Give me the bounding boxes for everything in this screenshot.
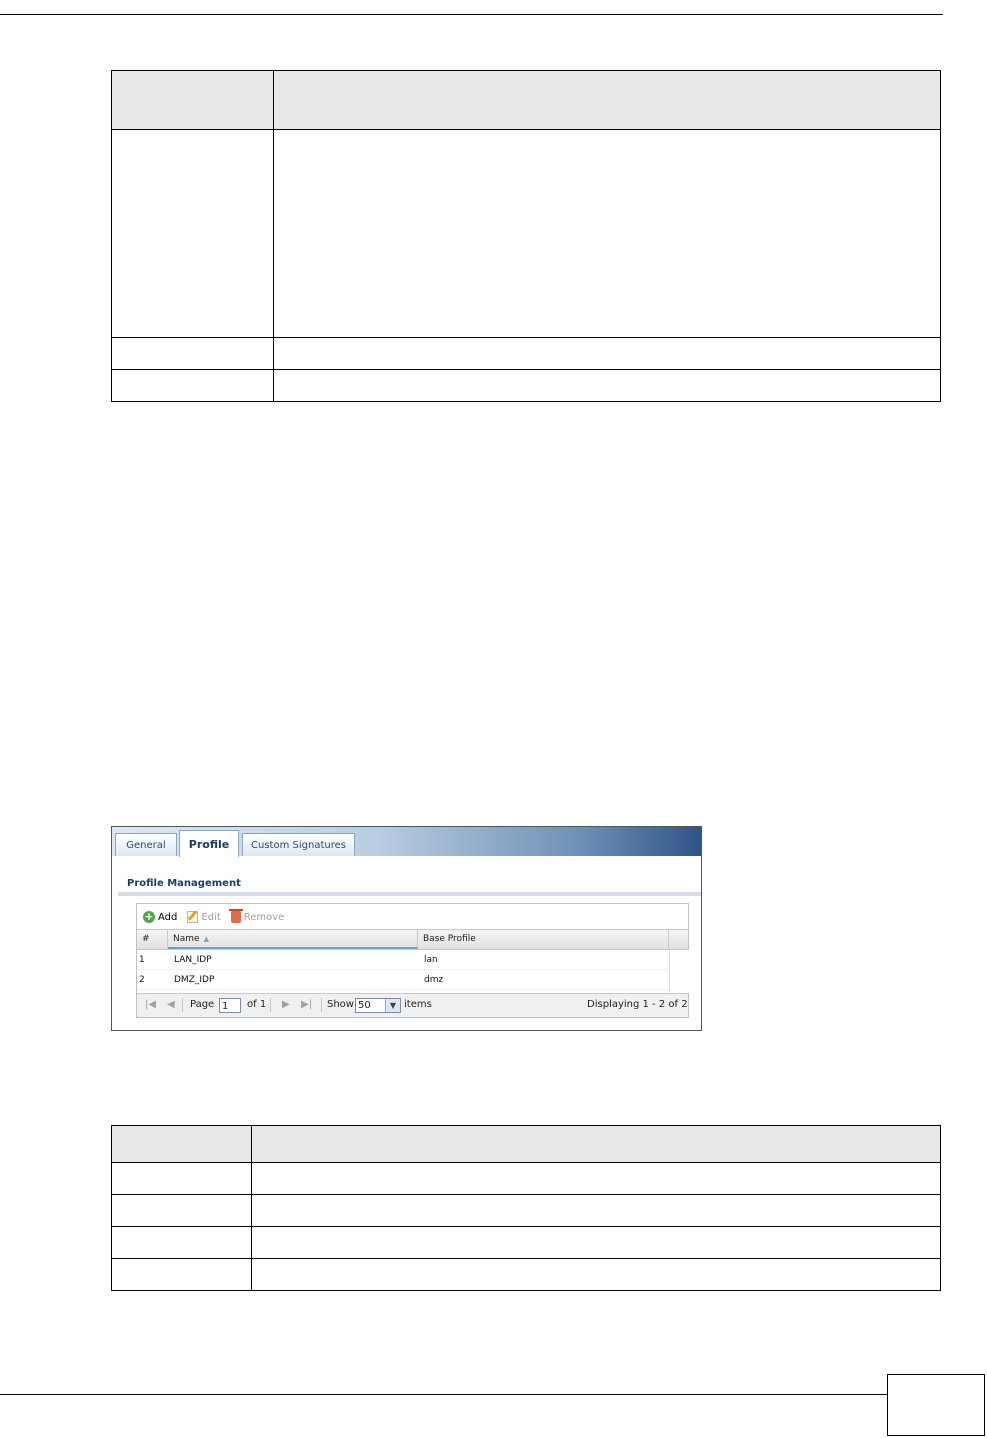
tab-profile[interactable]: Profile: [179, 830, 239, 857]
row-base-profile: dmz: [424, 975, 444, 985]
column-header-name[interactable]: [168, 930, 418, 949]
tab-bar: [112, 827, 701, 856]
add-icon: +: [144, 910, 154, 923]
previous-page-icon[interactable]: ◀: [167, 999, 175, 1010]
table-row[interactable]: [137, 970, 669, 990]
sort-ascending-icon: ▲: [203, 935, 209, 943]
profile-screenshot: [111, 826, 702, 1031]
table-row: [112, 370, 941, 402]
header-rule: [0, 14, 943, 15]
profile-grid: [136, 903, 689, 1018]
show-label: Show: [327, 999, 354, 1010]
row-name: DMZ_IDP: [174, 975, 215, 985]
add-label: Add: [158, 911, 178, 923]
table-row: [112, 338, 941, 370]
page-number-box: [887, 1374, 985, 1436]
row-base-profile: lan: [424, 955, 438, 965]
table-header-row: [112, 1126, 941, 1163]
table-row[interactable]: [137, 950, 669, 970]
next-page-icon[interactable]: ▶: [282, 999, 290, 1010]
page-label: Page: [190, 999, 215, 1010]
edit-label: Edit: [201, 911, 221, 923]
page-size-select[interactable]: [355, 998, 401, 1013]
section-divider: [118, 892, 701, 896]
edit-icon: [187, 911, 198, 923]
remove-button[interactable]: [231, 911, 285, 923]
row-name: LAN_IDP: [174, 955, 212, 965]
first-page-icon[interactable]: |◀: [145, 999, 157, 1010]
items-label: items: [404, 999, 432, 1010]
vertical-scrollbar[interactable]: [669, 950, 689, 993]
page-size-value: 50: [358, 1000, 371, 1011]
page-count-label: of 1: [247, 999, 267, 1010]
chevron-down-icon: ▼: [385, 999, 400, 1012]
column-header-number[interactable]: #: [137, 930, 168, 949]
table-row: [112, 1163, 941, 1195]
table-row: [112, 1195, 941, 1227]
pager-separator: [270, 998, 271, 1012]
tab-general[interactable]: General: [115, 833, 177, 856]
table-row: [112, 130, 941, 338]
remove-label: Remove: [243, 911, 285, 923]
field-description-table-top: [111, 70, 941, 402]
page-number-input[interactable]: 1: [219, 998, 241, 1013]
grid-header: [137, 929, 688, 950]
pager-separator: [182, 998, 183, 1012]
edit-button[interactable]: [187, 911, 220, 923]
table-row: [112, 1227, 941, 1259]
pagination-bar: [137, 993, 688, 1017]
table-header-row: [112, 71, 941, 130]
column-header-base-profile[interactable]: Base Profile: [418, 930, 669, 949]
column-header-name-label: Name: [173, 934, 200, 944]
table-row: [112, 1259, 941, 1291]
footer-rule: [0, 1394, 887, 1395]
tab-custom-signatures[interactable]: Custom Signatures: [242, 833, 355, 856]
field-description-table-bottom: [111, 1125, 941, 1291]
section-title: Profile Management: [127, 878, 241, 889]
row-number: 1: [139, 955, 145, 965]
add-button[interactable]: [143, 911, 177, 923]
displaying-status: Displaying 1 - 2 of 2: [587, 999, 688, 1010]
trash-icon: [231, 911, 241, 923]
grid-toolbar: [143, 909, 294, 925]
last-page-icon[interactable]: ▶|: [301, 999, 313, 1010]
row-number: 2: [139, 975, 145, 985]
pager-separator: [321, 998, 322, 1012]
